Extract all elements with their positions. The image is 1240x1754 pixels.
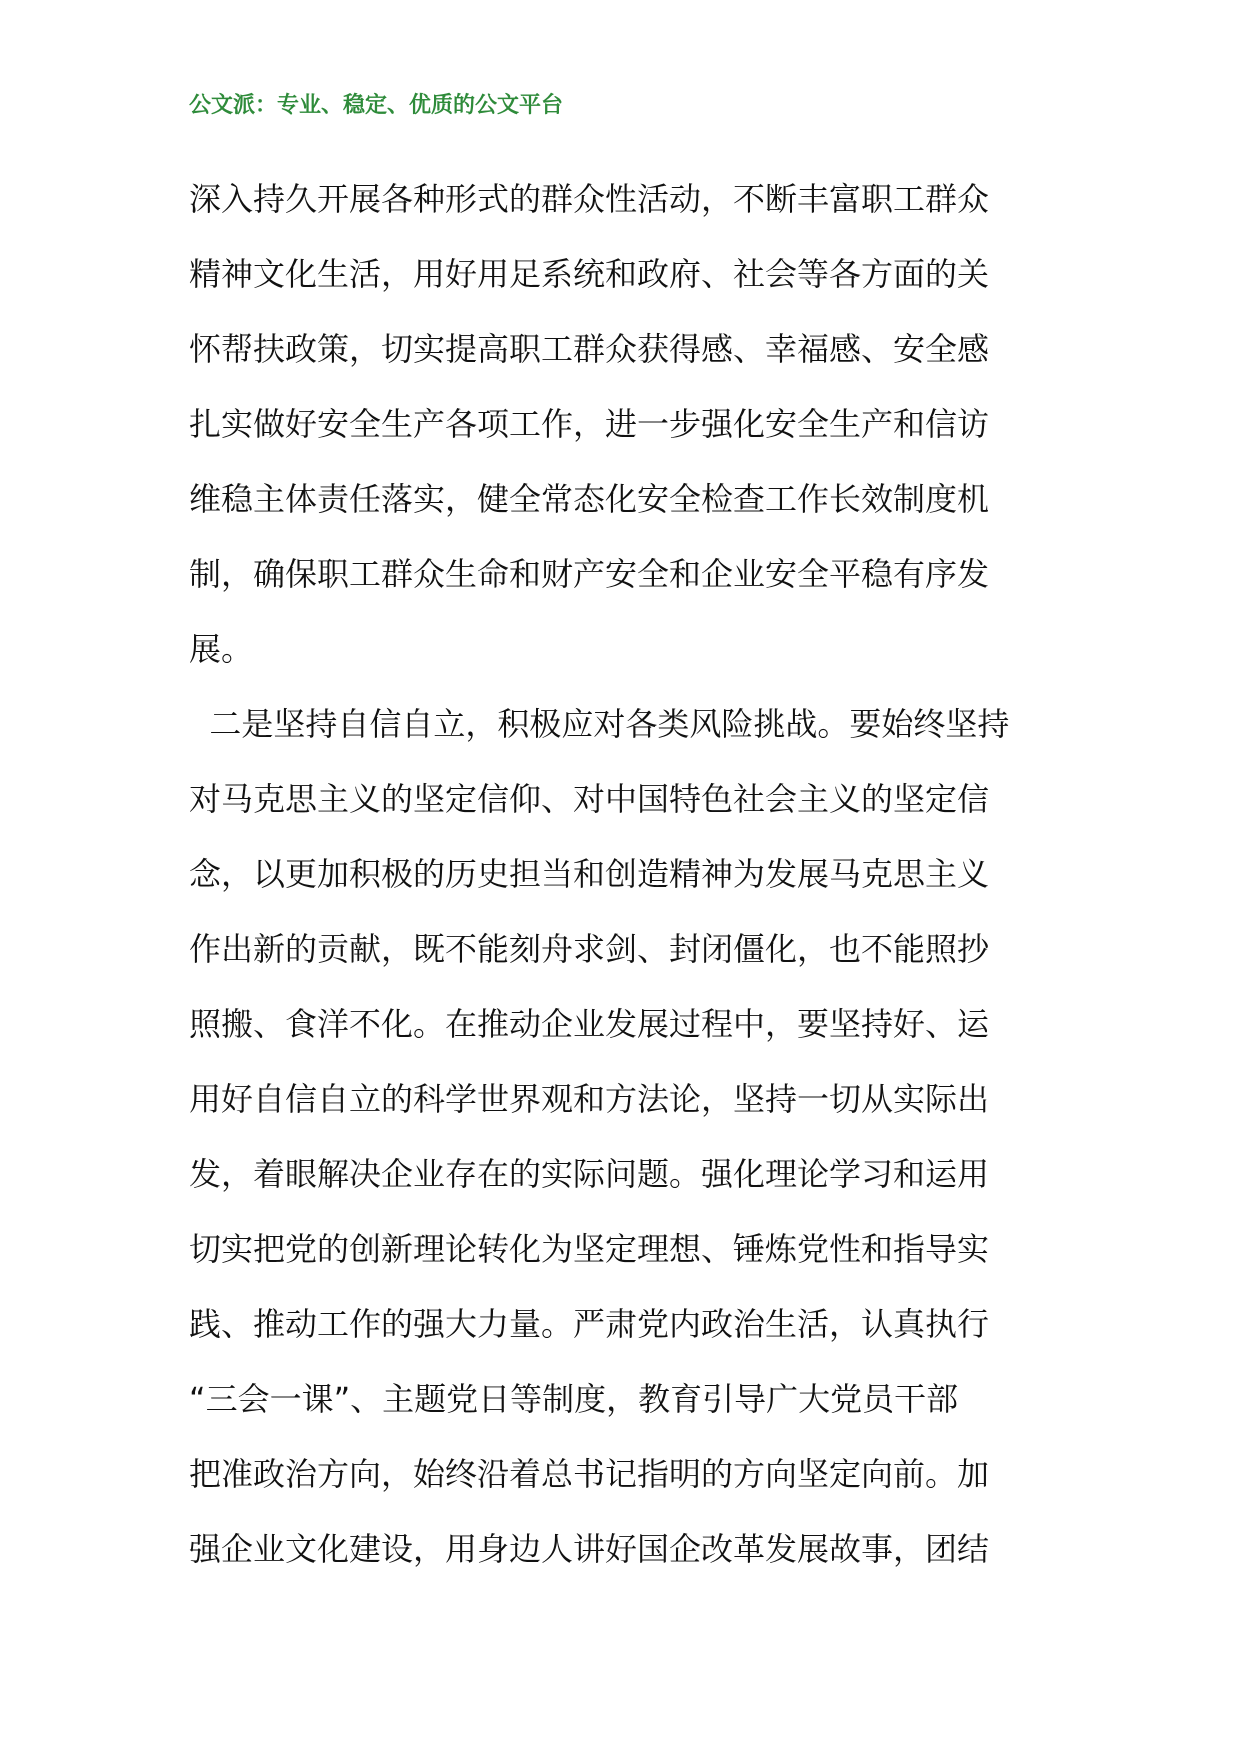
paragraph-2 — [189, 687, 1059, 1587]
body-line: 维稳主体责任落实，健全常态化安全检查工作长效制度机 — [189, 480, 990, 518]
body-line: 照搬、食洋不化。在推动企业发展过程中，要坚持好、运 — [189, 1005, 990, 1043]
body-line: 对马克思主义的坚定信仰、对中国特色社会主义的坚定信 — [189, 780, 990, 818]
body-line: 发，着眼解决企业存在的实际问题。强化理论学习和运用 — [189, 1155, 990, 1193]
body-line: 扎实做好安全生产各项工作，进一步强化安全生产和信访 — [189, 405, 990, 443]
body-line: 二是坚持自信自立，积极应对各类风险挑战。要始终坚持 — [189, 705, 1010, 743]
paragraph-1 — [189, 162, 1059, 687]
body-line: 切实把党的创新理论转化为坚定理想、锤炼党性和指导实 — [189, 1230, 990, 1268]
document-body — [189, 162, 1059, 1587]
body-line: 用好自信自立的科学世界观和方法论，坚持一切从实际出 — [189, 1080, 990, 1118]
document-header: 公文派：专业、稳定、优质的公文平台 — [189, 93, 564, 118]
body-line: 强企业文化建设，用身边人讲好国企改革发展故事，团结 — [189, 1530, 990, 1568]
body-line: 怀帮扶政策，切实提高职工群众获得感、幸福感、安全感 — [189, 330, 990, 368]
body-line: 精神文化生活，用好用足系统和政府、社会等各方面的关 — [189, 255, 990, 293]
body-line: 深入持久开展各种形式的群众性活动，不断丰富职工群众 — [189, 180, 990, 218]
body-line: “三会一课”、主题党日等制度，教育引导广大党员干部 — [189, 1380, 959, 1418]
body-line: 展。 — [189, 630, 254, 668]
body-line: 把准政治方向，始终沿着总书记指明的方向坚定向前。加 — [189, 1455, 990, 1493]
body-line: 念，以更加积极的历史担当和创造精神为发展马克思主义 — [189, 855, 990, 893]
body-line: 作出新的贡献，既不能刻舟求剑、封闭僵化，也不能照抄 — [189, 930, 990, 968]
body-line: 践、推动工作的强大力量。严肃党内政治生活，认真执行 — [189, 1305, 990, 1343]
body-line: 制，确保职工群众生命和财产安全和企业安全平稳有序发 — [189, 555, 990, 593]
